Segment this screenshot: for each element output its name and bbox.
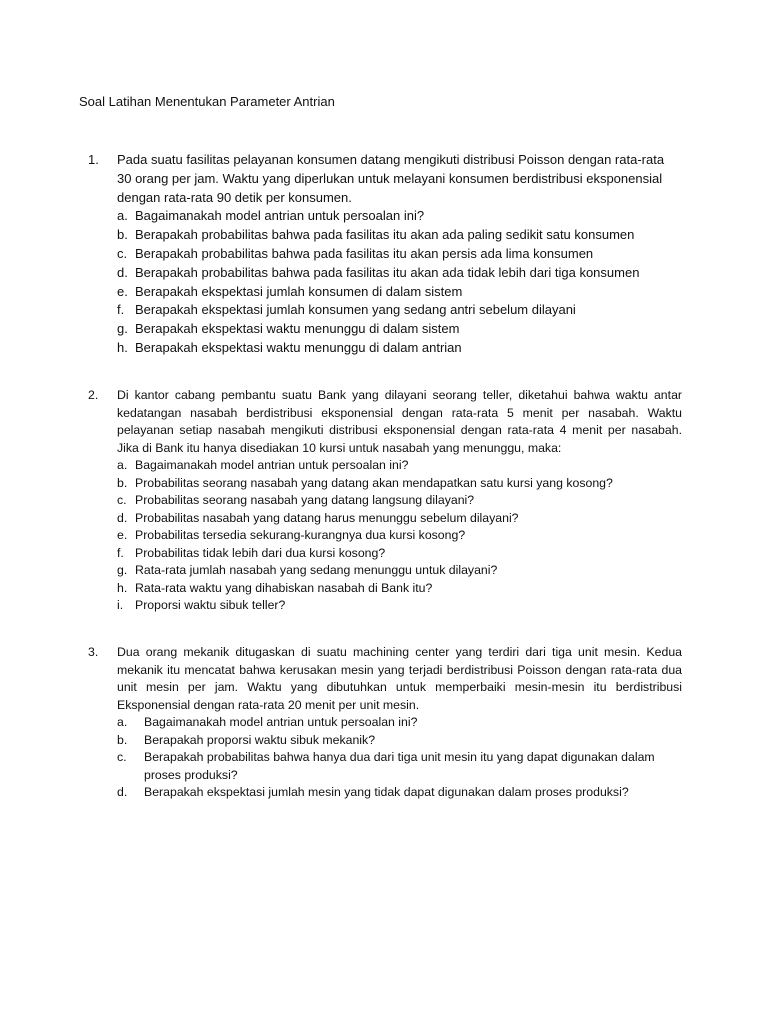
sub-question-letter: b. [117, 227, 128, 243]
sub-question [88, 580, 682, 598]
question-2 [88, 387, 682, 615]
sub-question [88, 226, 682, 245]
sub-question-text: Berapakah ekspektasi waktu menunggu di dalam antrian [135, 339, 462, 355]
sub-question [88, 245, 682, 264]
question-1 [88, 151, 682, 358]
sub-question [88, 784, 682, 802]
sub-question [88, 749, 682, 784]
sub-question-letter: c. [117, 750, 127, 764]
sub-question-letter: g. [117, 321, 128, 337]
sub-question-letter: c. [117, 245, 128, 261]
sub-question-list [88, 714, 682, 802]
sub-question-text: Probabilitas seorang nasabah yang datang langsung dilayani? [135, 493, 475, 507]
sub-question-letter: h. [117, 339, 128, 355]
sub-question-list [88, 457, 682, 615]
sub-question-letter: e. [117, 283, 128, 299]
sub-question [88, 320, 682, 339]
sub-question-text: Berapakah probabilitas bahwa pada fasilitas itu akan persis ada lima konsumen [135, 245, 594, 261]
sub-question [88, 301, 682, 320]
sub-question-text: Probabilitas seorang nasabah yang datang akan mendapatkan satu kursi yang kosong? [135, 475, 613, 490]
sub-question-letter: d. [117, 264, 128, 280]
sub-question-text: Berapakah ekspektasi jumlah mesin yang tidak dapat digunakan dalam proses produksi? [144, 785, 629, 799]
question-number: 3. [88, 645, 99, 659]
sub-question-letter: f. [117, 545, 124, 560]
sub-question-text: Berapakah probabilitas bahwa pada fasilitas itu akan ada tidak lebih dari tiga konsumen [135, 264, 640, 280]
sub-question-list [88, 207, 682, 357]
question-number: 2. [88, 388, 99, 402]
sub-question-text: Bagaimanakah model antrian untuk persoalan ini? [135, 208, 425, 224]
sub-question-letter: c. [117, 493, 127, 507]
sub-question-letter: h. [117, 580, 128, 595]
sub-question-text: Bagaimanakah model antrian untuk persoalan ini? [144, 715, 418, 729]
question-text: Di kantor cabang pembantu suatu Bank yang dilayani seorang teller, diketahui bahwa waktu antar kedatangan nasabah berdistribusi eksponensial dengan rata-rata 5 menit per nasabah. Waktu pelayanan setiap nasabah mengikuti distribusi eksponensial dengan rata-rata 4 menit per nasabah. Jika di Bank itu hanya disediakan 10 kursi untuk nasabah yang menunggu, maka: [117, 388, 682, 455]
sub-question-text: Berapakah proporsi waktu sibuk mekanik? [144, 732, 376, 747]
sub-question [88, 339, 682, 358]
question-text: Pada suatu fasilitas pelayanan konsumen datang mengikuti distribusi Poisson dengan rata-rata 30 orang per jam. Waktu yang diperlukan untuk melayani konsumen berdistribusi eksponensial dengan rata-rata 90 detik per konsumen. [117, 152, 665, 205]
sub-question-text: Probabilitas tersedia sekurang-kurangnya dua kursi kosong? [135, 528, 466, 542]
sub-question-letter: i. [117, 598, 124, 612]
document-title: Soal Latihan Menentukan Parameter Antrian [79, 94, 335, 109]
sub-question [88, 562, 682, 580]
sub-question [88, 732, 682, 750]
sub-question-text: Rata-rata jumlah nasabah yang sedang menunggu untuk dilayani? [135, 563, 498, 577]
sub-question [88, 545, 682, 563]
sub-question [88, 597, 682, 615]
sub-question [88, 714, 682, 732]
sub-question-text: Probabilitas nasabah yang datang harus menunggu sebelum dilayani? [135, 510, 519, 525]
sub-question [88, 283, 682, 302]
sub-question-letter: a. [117, 715, 128, 729]
sub-question-letter: d. [117, 785, 128, 799]
sub-question-letter: e. [117, 528, 128, 542]
question-3 [88, 644, 682, 802]
sub-question-text: Rata-rata waktu yang dihabiskan nasabah di Bank itu? [135, 580, 433, 595]
sub-question-text: Berapakah ekspektasi waktu menunggu di dalam sistem [135, 321, 460, 337]
sub-question-letter: b. [117, 732, 128, 747]
sub-question-letter: d. [117, 510, 128, 525]
sub-question-text: Berapakah ekspektasi jumlah konsumen yang sedang antri sebelum dilayani [135, 302, 576, 318]
sub-question [88, 510, 682, 528]
question-text: Dua orang mekanik ditugaskan di suatu machining center yang terdiri dari tiga unit mesin. Kedua mekanik itu mencatat bahwa kerusakan mesin yang terjadi berdistribusi Poisson dengan rata-rata dua unit mesin per jam. Waktu yang dibutuhkan untuk memperbaiki mesin-mesin itu berdistribusi Eksponensial dengan rata-rata 20 menit per unit mesin. [117, 645, 682, 712]
sub-question-text: Berapakah ekspektasi jumlah konsumen di dalam sistem [135, 283, 463, 299]
sub-question-letter: f. [117, 302, 125, 318]
sub-question-text: Bagaimanakah model antrian untuk persoalan ini? [135, 458, 409, 472]
sub-question-letter: a. [117, 208, 128, 224]
sub-question [88, 457, 682, 475]
sub-question-letter: a. [117, 458, 128, 472]
sub-question-text: Probabilitas tidak lebih dari dua kursi kosong? [135, 545, 386, 560]
sub-question [88, 527, 682, 545]
sub-question [88, 207, 682, 226]
sub-question [88, 475, 682, 493]
sub-question-text: Proporsi waktu sibuk teller? [135, 598, 286, 612]
question-number: 1. [88, 152, 99, 167]
sub-question-letter: b. [117, 475, 128, 490]
sub-question [88, 492, 682, 510]
sub-question-text: Berapakah probabilitas bahwa hanya dua dari tiga unit mesin itu yang dapat digunakan dalam proses produksi? [144, 750, 655, 782]
sub-question-letter: g. [117, 563, 128, 577]
sub-question [88, 264, 682, 283]
sub-question-text: Berapakah probabilitas bahwa pada fasilitas itu akan ada paling sedikit satu konsumen [135, 227, 635, 243]
